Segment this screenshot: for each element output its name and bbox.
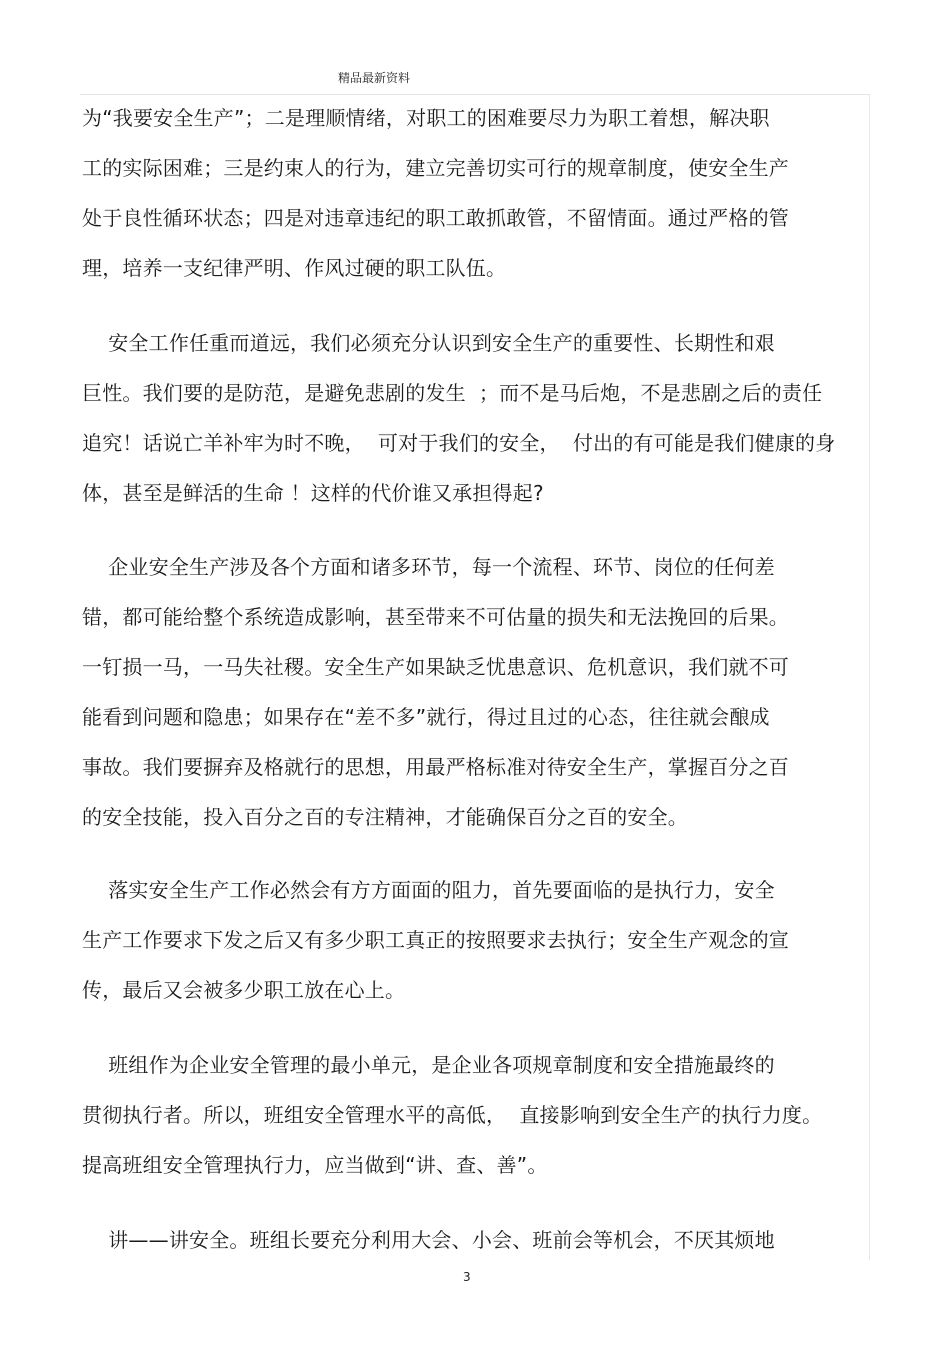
paragraph-1-line-1: 为“我要安全生产”；二是理顺情绪，对职工的困难要尽力为职工着想，解决职 [82,106,770,130]
paragraph-3-line-1: 企业安全生产涉及各个方面和诸多环节，每一个流程、环节、岗位的任何差 [82,555,775,579]
right-margin-rule [869,95,870,1260]
paragraph-5-line-1: 班组作为企业安全管理的最小单元，是企业各项规章制度和安全措施最终的 [82,1053,775,1077]
paragraph-3-line-3: 一钉损一马，一马失社稷。安全生产如果缺乏忧患意识、危机意识，我们就不可 [82,655,789,679]
paragraph-4-line-3: 传，最后又会被多少职工放在心上。 [82,978,406,1002]
paragraph-5-line-3: 提高班组安全管理执行力，应当做到“讲、查、善”。 [82,1153,548,1177]
paragraph-2-line-4: 体，甚至是鲜活的生命 ！这样的代价谁又承担得起? [82,481,544,505]
paragraph-3-line-2: 错，都可能给整个系统造成影响，甚至带来不可估量的损失和无法挽回的后果。 [82,605,789,629]
paragraph-3-line-4: 能看到问题和隐患；如果存在“差不多”就行，得过且过的心态，往往就会酿成 [82,705,770,729]
paragraph-3-line-5: 事故。我们要摒弃及格就行的思想，用最严格标准对待安全生产，掌握百分之百 [82,755,789,779]
paragraph-5-line-2: 贯彻执行者。所以，班组安全管理水平的高低， 直接影响到安全生产的执行力度。 [82,1103,823,1127]
paragraph-6-line-1: 讲——讲安全。班组长要充分利用大会、小会、班前会等机会，不厌其烦地 [82,1228,775,1252]
paragraph-3-line-6: 的安全技能，投入百分之百的专注精神，才能确保百分之百的安全。 [82,805,688,829]
paragraph-2-line-3: 追究！话说亡羊补牢为时不晚， 可对于我们的安全， 付出的有可能是我们健康的身 [82,431,836,455]
paragraph-2-line-2: 巨性。我们要的是防范，是避免悲剧的发生 ；而不是马后炮，不是悲剧之后的责任 [82,381,823,405]
paragraph-2-line-1: 安全工作任重而道远，我们必须充分认识到安全生产的重要性、长期性和艰 [82,331,775,355]
paragraph-4-line-1: 落实安全生产工作必然会有方方面面的阻力，首先要面临的是执行力，安全 [82,878,775,902]
paragraph-1-line-3: 处于良性循环状态；四是对违章违纪的职工敢抓敢管，不留情面。通过严格的管 [82,206,789,230]
page-number: 3 [463,1270,471,1284]
page-header: 精品最新资料 [338,71,411,85]
paragraph-1-line-4: 理，培养一支纪律严明、作风过硬的职工队伍。 [82,256,507,280]
paragraph-1-line-2: 工的实际困难；三是约束人的行为，建立完善切实可行的规章制度，使安全生产 [82,156,789,180]
header-divider [80,94,870,95]
paragraph-4-line-2: 生产工作要求下发之后又有多少职工真正的按照要求去执行；安全生产观念的宣 [82,928,789,952]
